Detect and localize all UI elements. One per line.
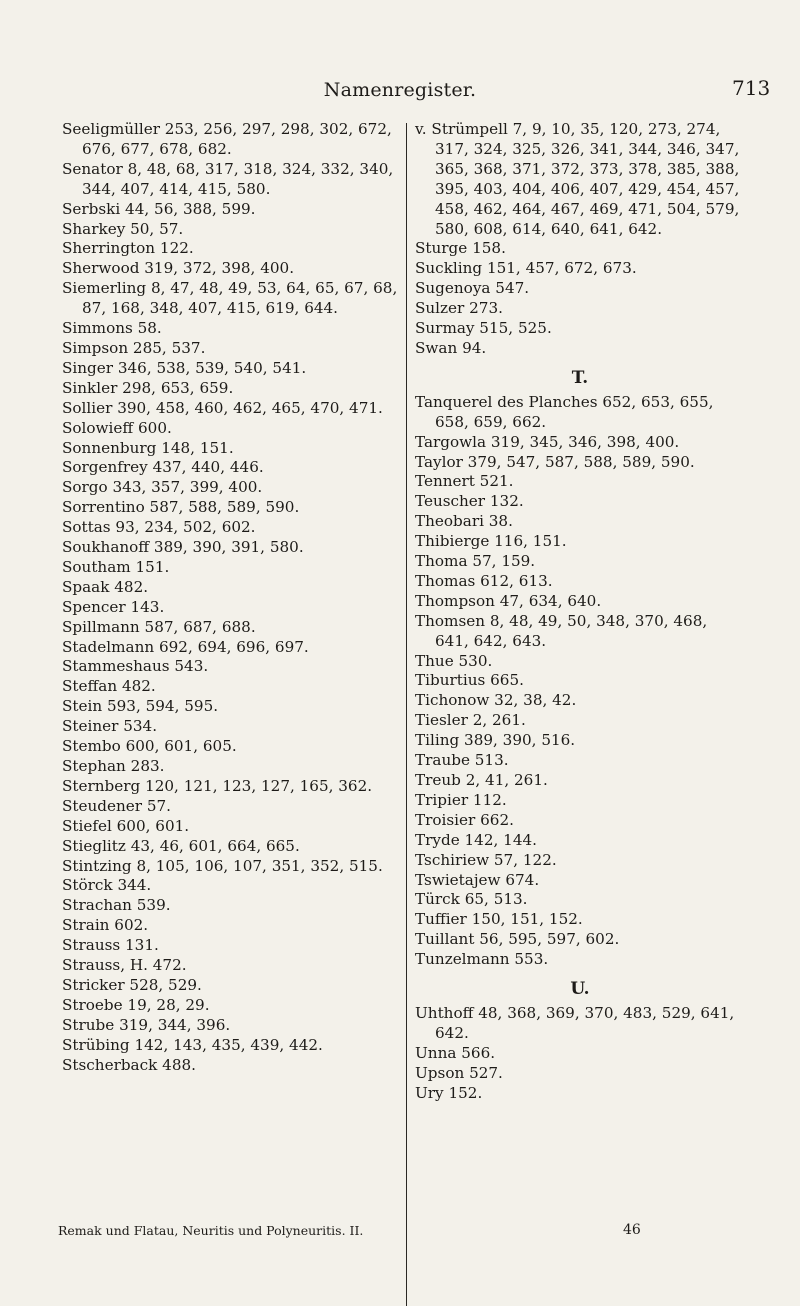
index-entry: Siemerling 8, 47, 48, 49, 53, 64, 65, 67, 68, 87, 168, 348, 407, 415, 619, 644.	[62, 279, 398, 318]
page-number: 713	[732, 76, 771, 100]
index-entry: Teuscher 132.	[415, 492, 524, 511]
section-letter-t: T.	[571, 367, 589, 388]
index-entry: Swan 94.	[415, 338, 487, 357]
index-entry: Singer 346, 538, 539, 540, 541.	[62, 358, 307, 377]
index-entry: Sorgo 343, 357, 399, 400.	[62, 478, 263, 497]
index-entry: Sugenoya 547.	[415, 279, 530, 298]
index-entry: Treub 2, 41, 261.	[415, 771, 548, 789]
index-entry: Thompson 47, 634, 640.	[415, 591, 602, 610]
index-entry: Stadelmann 692, 694, 696, 697.	[62, 637, 309, 656]
index-entry: Strain 602.	[62, 916, 149, 935]
index-entry: Stintzing 8, 105, 106, 107, 351, 352, 515.	[62, 856, 383, 875]
index-entry: Spaak 482.	[62, 577, 149, 596]
index-entry: Tiburtius 665.	[415, 671, 524, 690]
index-entry: Thoma 57, 159.	[415, 552, 536, 571]
index-entry: Targowla 319, 345, 346, 398, 400.	[415, 432, 680, 451]
index-entry: Tiling 389, 390, 516.	[415, 731, 576, 750]
index-entry: Tunzelmann 553.	[415, 950, 549, 969]
index-entry: Tennert 521.	[415, 472, 514, 491]
index-entry: Tuffier 150, 151, 152.	[415, 910, 583, 929]
index-entry: Stieglitz 43, 46, 601, 664, 665.	[62, 836, 300, 855]
index-entry: Tanquerel des Planches 652, 653, 655, 658, 659, 662.	[415, 392, 714, 431]
index-entry: Spillmann 587, 687, 688.	[62, 617, 256, 636]
index-entry: Solowieff 600.	[62, 418, 172, 437]
index-entry: Upson 527.	[415, 1063, 503, 1082]
index-entry: Tichonow 32, 38, 42.	[415, 691, 577, 710]
index-entry: Stroebe 19, 28, 29.	[62, 995, 210, 1014]
index-entry: Seeligmüller 253, 256, 297, 298, 302, 672, 676, 677, 678, 682.	[62, 120, 392, 158]
index-entry: Sinkler 298, 653, 659.	[62, 378, 234, 397]
index-entry: Stammeshaus 543.	[62, 657, 209, 676]
index-entry: Stembo 600, 601, 605.	[62, 737, 237, 756]
index-entry: Strauss, H. 472.	[62, 956, 187, 975]
index-entry: Steffan 482.	[62, 677, 156, 696]
index-entry: Strube 319, 344, 396.	[62, 1015, 231, 1034]
index-entry: Steiner 534.	[62, 717, 158, 736]
index-entry: Sternberg 120, 121, 123, 127, 165, 362.	[62, 776, 373, 795]
index-entry: Tripier 112.	[415, 790, 507, 809]
index-entry: Stiefel 600, 601.	[62, 816, 190, 835]
index-entry: Southam 151.	[62, 557, 170, 576]
index-entry: Troisier 662.	[415, 810, 514, 829]
index-entry: Thibierge 116, 151.	[415, 532, 567, 551]
index-entry: Surmay 515, 525.	[415, 319, 552, 338]
index-column-left	[62, 120, 402, 1076]
index-entry: Taylor 379, 547, 587, 588, 589, 590.	[415, 452, 695, 471]
index-entry: Sorgenfrey 437, 440, 446.	[62, 458, 264, 477]
index-entry: Simmons 58.	[62, 319, 162, 338]
index-entry: Spencer 143.	[62, 597, 165, 616]
index-entry: Tryde 142, 144.	[415, 830, 537, 849]
index-entry: Sollier 390, 458, 460, 462, 465, 470, 471.	[62, 398, 383, 417]
index-entry: Sherwood 319, 372, 398, 400.	[62, 259, 295, 278]
index-column-right	[415, 120, 745, 1104]
index-entry: Ury 152.	[415, 1083, 483, 1102]
index-entry: Tuillant 56, 595, 597, 602.	[415, 930, 620, 949]
section-letter-u: U.	[570, 979, 590, 1000]
index-entry: Sharkey 50, 57.	[62, 219, 184, 238]
index-entry: Simpson 285, 537.	[62, 338, 206, 357]
index-entry: Thomas 612, 613.	[415, 571, 553, 590]
index-entry: Sherrington 122.	[62, 239, 194, 258]
index-entry: Suckling 151, 457, 672, 673.	[415, 259, 637, 278]
index-entry: Unna 566.	[415, 1043, 496, 1062]
index-entry: Uhthoff 48, 368, 369, 370, 483, 529, 641, 642.	[415, 1003, 735, 1042]
index-entry: Tswietajew 674.	[415, 870, 540, 889]
index-entry: Senator 8, 48, 68, 317, 318, 324, 332, 340, 344, 407, 414, 415, 580.	[62, 159, 394, 198]
index-entry: Tschiriew 57, 122.	[415, 850, 557, 869]
index-entry: Thomsen 8, 48, 49, 50, 348, 370, 468, 641, 642, 643.	[415, 611, 708, 650]
index-entry: Sulzer 273.	[415, 299, 503, 318]
footer-signature: 46	[623, 1222, 641, 1238]
index-entry: Strauss 131.	[62, 936, 159, 955]
index-entry: Türck 65, 513.	[415, 890, 528, 909]
index-entry: Strachan 539.	[62, 896, 171, 915]
index-entry: Störck 344.	[62, 876, 152, 895]
index-entry: v. Strümpell 7, 9, 10, 35, 120, 273, 274, 317, 324, 325, 326, 341, 344, 346, 347, 365, 368, 371, 372, 373, 378, 385, 388, 395, 403, 404, 406, 407, 429, 454, 457, 458, 462, 464, 467, 469, 471, 504, 579, 580, 608, 614, 640, 641, 642.	[415, 120, 740, 238]
index-entry: Strübing 142, 143, 435, 439, 442.	[62, 1035, 323, 1054]
index-entry: Sorrentino 587, 588, 589, 590.	[62, 498, 300, 517]
page-header-title: Namenregister.	[323, 79, 477, 101]
index-entry: Stscherback 488.	[62, 1055, 196, 1074]
index-entry: Sonnenburg 148, 151.	[62, 438, 234, 457]
index-entry: Theobari 38.	[415, 512, 513, 531]
column-divider	[406, 123, 407, 1306]
index-entry: Sturge 158.	[415, 239, 506, 258]
index-entry: Soukhanoff 389, 390, 391, 580.	[62, 538, 304, 557]
index-entry: Thue 530.	[415, 651, 493, 670]
index-entry: Stephan 283.	[62, 757, 165, 775]
index-entry: Steudener 57.	[62, 796, 171, 815]
index-entry: Sottas 93, 234, 502, 602.	[62, 518, 256, 537]
footer-book-title: Remak und Flatau, Neuritis und Polyneuritis. II.	[58, 1223, 364, 1238]
index-entry: Stricker 528, 529.	[62, 975, 202, 994]
index-entry: Tiesler 2, 261.	[415, 711, 526, 730]
index-entry: Serbski 44, 56, 388, 599.	[62, 199, 256, 218]
index-entry: Traube 513.	[415, 751, 509, 770]
index-entry: Stein 593, 594, 595.	[62, 697, 219, 716]
